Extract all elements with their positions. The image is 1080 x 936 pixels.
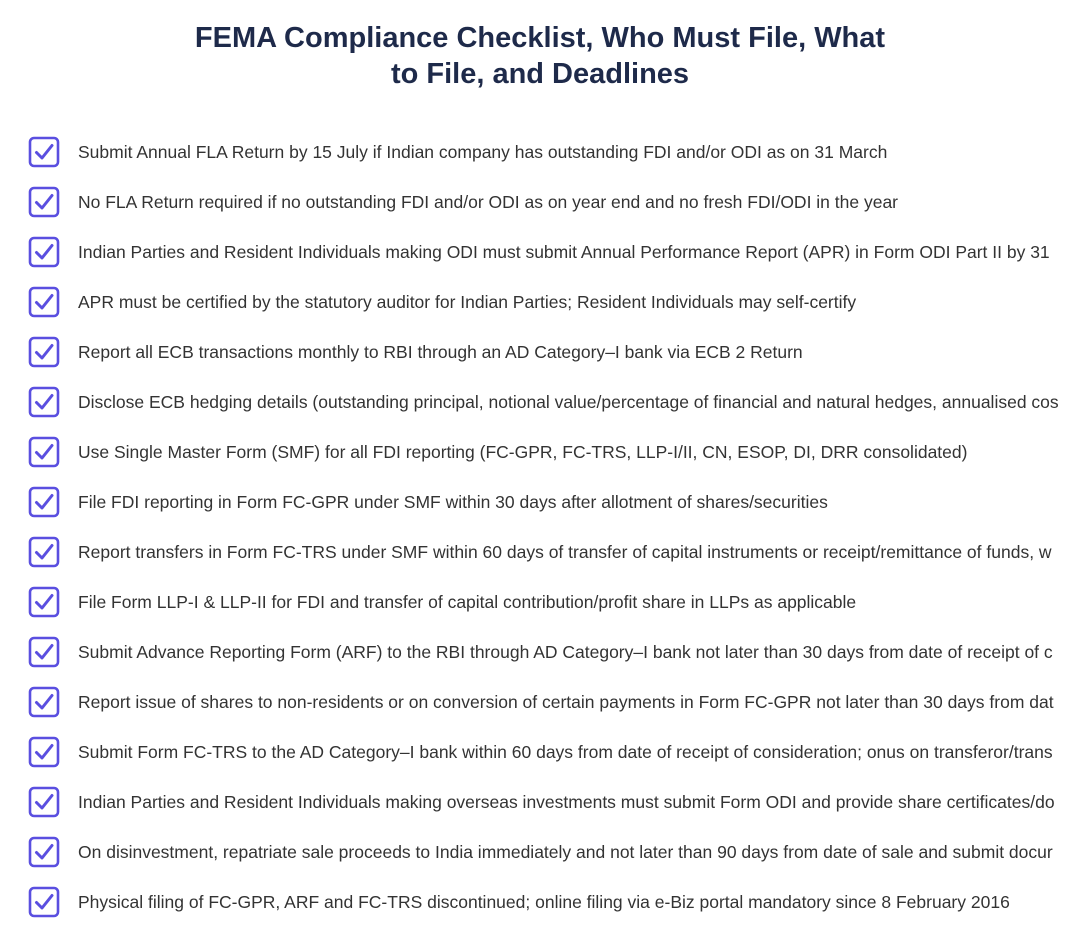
page-title-line-2: to File, and Deadlines (390, 58, 690, 90)
checkbox-checked-icon (28, 786, 60, 818)
checklist-item (0, 727, 1080, 777)
checklist-item (0, 227, 1080, 277)
checklist-item-text: Report issue of shares to non-residents or on conversion of certain payments in Form FC-GPR not later than 30 days from dat (78, 692, 1054, 712)
checkbox-checked-icon (28, 136, 60, 168)
checkbox-checked-icon (28, 286, 60, 318)
checklist-item-text: Indian Parties and Resident Individuals making overseas investments must submit Form ODI and provide share certificates/do (78, 792, 1055, 812)
checklist-item (0, 827, 1080, 877)
checklist-item-text: On disinvestment, repatriate sale proceeds to India immediately and not later than 90 days from date of sale and submit docur (78, 842, 1053, 862)
checklist-item-text: File FDI reporting in Form FC-GPR under SMF within 30 days after allotment of shares/securities (78, 492, 828, 512)
checkbox-checked-icon (28, 336, 60, 368)
checklist-item (0, 777, 1080, 827)
checklist-item-text: File Form LLP-I & LLP-II for FDI and transfer of capital contribution/profit share in LLPs as applicable (78, 592, 857, 612)
checkbox-checked-icon (28, 436, 60, 468)
page-title (0, 20, 1080, 92)
checkbox-checked-icon (28, 186, 60, 218)
checklist-item (0, 277, 1080, 327)
checklist-item (0, 877, 1080, 927)
checklist-item-text: Report transfers in Form FC-TRS under SMF within 60 days of transfer of capital instruments or receipt/remittance of funds, w (78, 542, 1052, 562)
checkbox-checked-icon (28, 386, 60, 418)
checkbox-checked-icon (28, 736, 60, 768)
page-title-line-1: FEMA Compliance Checklist, Who Must File, What (194, 22, 886, 54)
checkbox-checked-icon (28, 586, 60, 618)
checklist-item (0, 577, 1080, 627)
checklist-item-text: No FLA Return required if no outstanding FDI and/or ODI as on year end and no fresh FDI/ODI in the year (78, 192, 899, 212)
checklist-item (0, 477, 1080, 527)
checklist-item-text: Use Single Master Form (SMF) for all FDI reporting (FC-GPR, FC-TRS, LLP-I/II, CN, ESOP, DI, DRR consolidated) (78, 442, 968, 462)
checklist-item-text: Report all ECB transactions monthly to RBI through an AD Category–I bank via ECB 2 Return (78, 342, 803, 362)
checklist-item (0, 677, 1080, 727)
checklist (0, 127, 1080, 927)
checkbox-checked-icon (28, 686, 60, 718)
checklist-item-text: Indian Parties and Resident Individuals making ODI must submit Annual Performance Report (APR) in Form ODI Part II by 31 (78, 242, 1050, 262)
checkbox-checked-icon (28, 886, 60, 918)
checklist-item-text: Submit Annual FLA Return by 15 July if Indian company has outstanding FDI and/or ODI as on 31 March (78, 142, 888, 162)
checklist-item-text: APR must be certified by the statutory auditor for Indian Parties; Resident Individuals may self-certify (78, 292, 857, 312)
checklist-item (0, 177, 1080, 227)
checkbox-checked-icon (28, 486, 60, 518)
checklist-item (0, 127, 1080, 177)
checklist-item (0, 427, 1080, 477)
checkbox-checked-icon (28, 536, 60, 568)
checklist-item (0, 527, 1080, 577)
checkbox-checked-icon (28, 236, 60, 268)
checklist-item-text: Submit Advance Reporting Form (ARF) to the RBI through AD Category–I bank not later than 30 days from date of receipt of c (78, 642, 1053, 662)
checklist-item (0, 627, 1080, 677)
checklist-item (0, 327, 1080, 377)
checklist-item (0, 377, 1080, 427)
checklist-item-text: Physical filing of FC-GPR, ARF and FC-TRS discontinued; online filing via e-Biz portal mandatory since 8 February 2016 (78, 892, 1010, 912)
checklist-item-text: Disclose ECB hedging details (outstanding principal, notional value/percentage of financial and natural hedges, annualised cos (78, 392, 1059, 412)
checkbox-checked-icon (28, 636, 60, 668)
checklist-item-text: Submit Form FC-TRS to the AD Category–I bank within 60 days from date of receipt of consideration; onus on transferor/trans (78, 742, 1053, 762)
checkbox-checked-icon (28, 836, 60, 868)
